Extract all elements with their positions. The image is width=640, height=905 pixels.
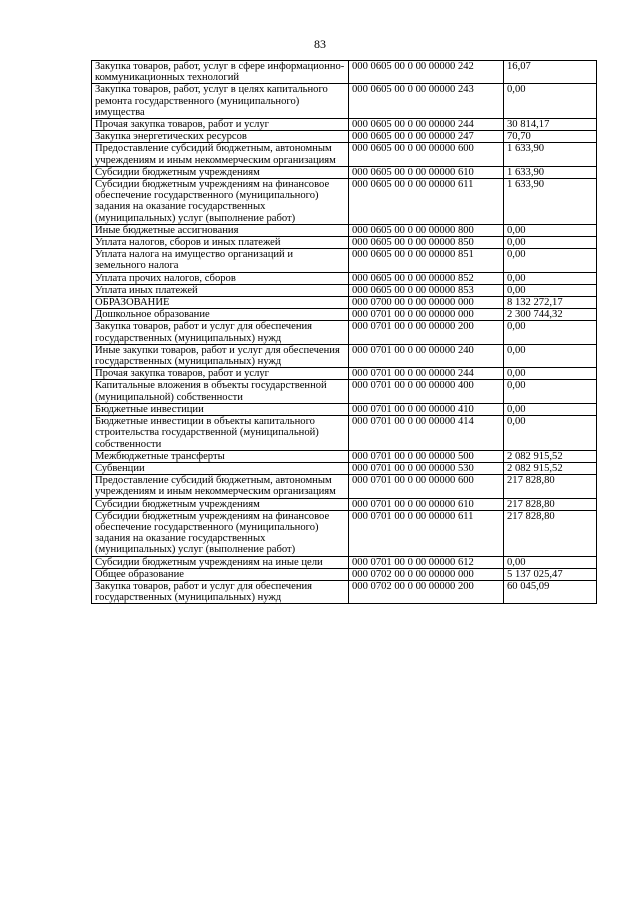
row-code-cell: 000 0701 00 0 00 00000 600 (349, 475, 504, 498)
row-sum-cell: 30 814,17 (504, 119, 597, 131)
table-row (92, 249, 597, 272)
row-code-cell: 000 0701 00 0 00 00000 240 (349, 344, 504, 367)
table-row (92, 475, 597, 498)
row-code-cell: 000 0701 00 0 00 00000 414 (349, 416, 504, 451)
row-code-cell: 000 0605 00 0 00 00000 244 (349, 119, 504, 131)
row-name-cell: Бюджетные инвестиции в объекты капитального строительства государственной (муниципальной) собственности (92, 416, 349, 451)
table-row (92, 284, 597, 296)
row-code-cell: 000 0605 00 0 00 00000 242 (349, 61, 504, 84)
row-sum-cell: 0,00 (504, 237, 597, 249)
row-sum-cell: 70,70 (504, 131, 597, 143)
row-name-cell: Капитальные вложения в объекты государственной (муниципальной) собственности (92, 380, 349, 403)
row-name-cell: ОБРАЗОВАНИЕ (92, 297, 349, 309)
row-name-cell: Уплата налога на имущество организаций и земельного налога (92, 249, 349, 272)
row-name-cell: Субсидии бюджетным учреждениям на иные цели (92, 556, 349, 568)
budget-table (91, 60, 597, 604)
table-row (92, 380, 597, 403)
row-code-cell: 000 0701 00 0 00 00000 244 (349, 368, 504, 380)
row-sum-cell: 1 633,90 (504, 166, 597, 178)
budget-table-body (92, 61, 597, 604)
row-code-cell: 000 0605 00 0 00 00000 243 (349, 84, 504, 119)
row-sum-cell: 0,00 (504, 556, 597, 568)
table-row (92, 166, 597, 178)
row-code-cell: 000 0605 00 0 00 00000 851 (349, 249, 504, 272)
table-row (92, 61, 597, 84)
row-sum-cell: 16,07 (504, 61, 597, 84)
row-sum-cell: 2 082 915,52 (504, 450, 597, 462)
table-row (92, 131, 597, 143)
row-sum-cell: 0,00 (504, 84, 597, 119)
table-row (92, 510, 597, 556)
row-name-cell: Иные бюджетные ассигнования (92, 224, 349, 236)
row-name-cell: Предоставление субсидий бюджетным, автономным учреждениям и иным некоммерческим организациям (92, 143, 349, 166)
table-row (92, 297, 597, 309)
row-name-cell: Бюджетные инвестиции (92, 403, 349, 415)
table-row (92, 224, 597, 236)
row-sum-cell: 5 137 025,47 (504, 568, 597, 580)
row-code-cell: 000 0701 00 0 00 00000 530 (349, 462, 504, 474)
row-name-cell: Закупка товаров, работ и услуг для обеспечения государственных (муниципальных) нужд (92, 580, 349, 603)
table-row (92, 450, 597, 462)
table-row (92, 462, 597, 474)
table-row (92, 321, 597, 344)
row-name-cell: Дошкольное образование (92, 309, 349, 321)
row-code-cell: 000 0605 00 0 00 00000 610 (349, 166, 504, 178)
row-sum-cell: 0,00 (504, 368, 597, 380)
row-sum-cell: 60 045,09 (504, 580, 597, 603)
row-code-cell: 000 0701 00 0 00 00000 612 (349, 556, 504, 568)
table-row (92, 237, 597, 249)
table-row (92, 556, 597, 568)
table-row (92, 344, 597, 367)
row-name-cell: Закупка товаров, работ, услуг в целях капитального ремонта государственного (муниципального) имущества (92, 84, 349, 119)
row-name-cell: Закупка товаров, работ и услуг для обеспечения государственных (муниципальных) нужд (92, 321, 349, 344)
table-row (92, 580, 597, 603)
row-name-cell: Предоставление субсидий бюджетным, автономным учреждениям и иным некоммерческим организациям (92, 475, 349, 498)
row-code-cell: 000 0605 00 0 00 00000 247 (349, 131, 504, 143)
row-sum-cell: 217 828,80 (504, 498, 597, 510)
row-name-cell: Межбюджетные трансферты (92, 450, 349, 462)
row-sum-cell: 0,00 (504, 284, 597, 296)
row-sum-cell: 0,00 (504, 344, 597, 367)
row-sum-cell: 0,00 (504, 416, 597, 451)
table-row (92, 309, 597, 321)
table-row (92, 403, 597, 415)
row-code-cell: 000 0700 00 0 00 00000 000 (349, 297, 504, 309)
row-name-cell: Субсидии бюджетным учреждениям на финансовое обеспечение государственного (муниципального) задания на оказание государственных (муниципальных) услуг (выполнение работ) (92, 179, 349, 225)
row-sum-cell: 1 633,90 (504, 143, 597, 166)
row-code-cell: 000 0702 00 0 00 00000 200 (349, 580, 504, 603)
table-row (92, 568, 597, 580)
row-sum-cell: 8 132 272,17 (504, 297, 597, 309)
table-row (92, 498, 597, 510)
row-sum-cell: 0,00 (504, 380, 597, 403)
row-name-cell: Общее образование (92, 568, 349, 580)
table-row (92, 84, 597, 119)
row-code-cell: 000 0605 00 0 00 00000 852 (349, 272, 504, 284)
row-sum-cell: 2 082 915,52 (504, 462, 597, 474)
row-code-cell: 000 0605 00 0 00 00000 800 (349, 224, 504, 236)
row-sum-cell: 217 828,80 (504, 510, 597, 556)
row-name-cell: Уплата иных платежей (92, 284, 349, 296)
row-sum-cell: 0,00 (504, 224, 597, 236)
row-code-cell: 000 0605 00 0 00 00000 611 (349, 179, 504, 225)
row-code-cell: 000 0701 00 0 00 00000 611 (349, 510, 504, 556)
row-sum-cell: 0,00 (504, 321, 597, 344)
row-sum-cell: 2 300 744,32 (504, 309, 597, 321)
row-code-cell: 000 0605 00 0 00 00000 600 (349, 143, 504, 166)
row-name-cell: Закупка энергетических ресурсов (92, 131, 349, 143)
table-row (92, 272, 597, 284)
row-sum-cell: 0,00 (504, 249, 597, 272)
row-name-cell: Прочая закупка товаров, работ и услуг (92, 368, 349, 380)
row-sum-cell: 217 828,80 (504, 475, 597, 498)
row-sum-cell: 0,00 (504, 403, 597, 415)
row-name-cell: Субсидии бюджетным учреждениям (92, 498, 349, 510)
row-name-cell: Прочая закупка товаров, работ и услуг (92, 119, 349, 131)
row-name-cell: Субсидии бюджетным учреждениям (92, 166, 349, 178)
row-code-cell: 000 0701 00 0 00 00000 400 (349, 380, 504, 403)
row-name-cell: Уплата налогов, сборов и иных платежей (92, 237, 349, 249)
row-name-cell: Иные закупки товаров, работ и услуг для обеспечения государственных (муниципальных) нужд (92, 344, 349, 367)
table-row (92, 119, 597, 131)
row-code-cell: 000 0701 00 0 00 00000 000 (349, 309, 504, 321)
page-number: 83 (314, 37, 326, 51)
row-name-cell: Субвенции (92, 462, 349, 474)
row-code-cell: 000 0605 00 0 00 00000 850 (349, 237, 504, 249)
row-code-cell: 000 0701 00 0 00 00000 200 (349, 321, 504, 344)
row-name-cell: Субсидии бюджетным учреждениям на финансовое обеспечение государственного (муниципального) задания на оказание государственных (муниципальных) услуг (выполнение работ) (92, 510, 349, 556)
row-code-cell: 000 0702 00 0 00 00000 000 (349, 568, 504, 580)
row-name-cell: Уплата прочих налогов, сборов (92, 272, 349, 284)
table-row (92, 416, 597, 451)
row-name-cell: Закупка товаров, работ, услуг в сфере информационно-коммуникационных технологий (92, 61, 349, 84)
row-sum-cell: 1 633,90 (504, 179, 597, 225)
row-code-cell: 000 0605 00 0 00 00000 853 (349, 284, 504, 296)
table-row (92, 143, 597, 166)
row-code-cell: 000 0701 00 0 00 00000 500 (349, 450, 504, 462)
table-row (92, 368, 597, 380)
row-code-cell: 000 0701 00 0 00 00000 410 (349, 403, 504, 415)
table-row (92, 179, 597, 225)
row-code-cell: 000 0701 00 0 00 00000 610 (349, 498, 504, 510)
row-sum-cell: 0,00 (504, 272, 597, 284)
